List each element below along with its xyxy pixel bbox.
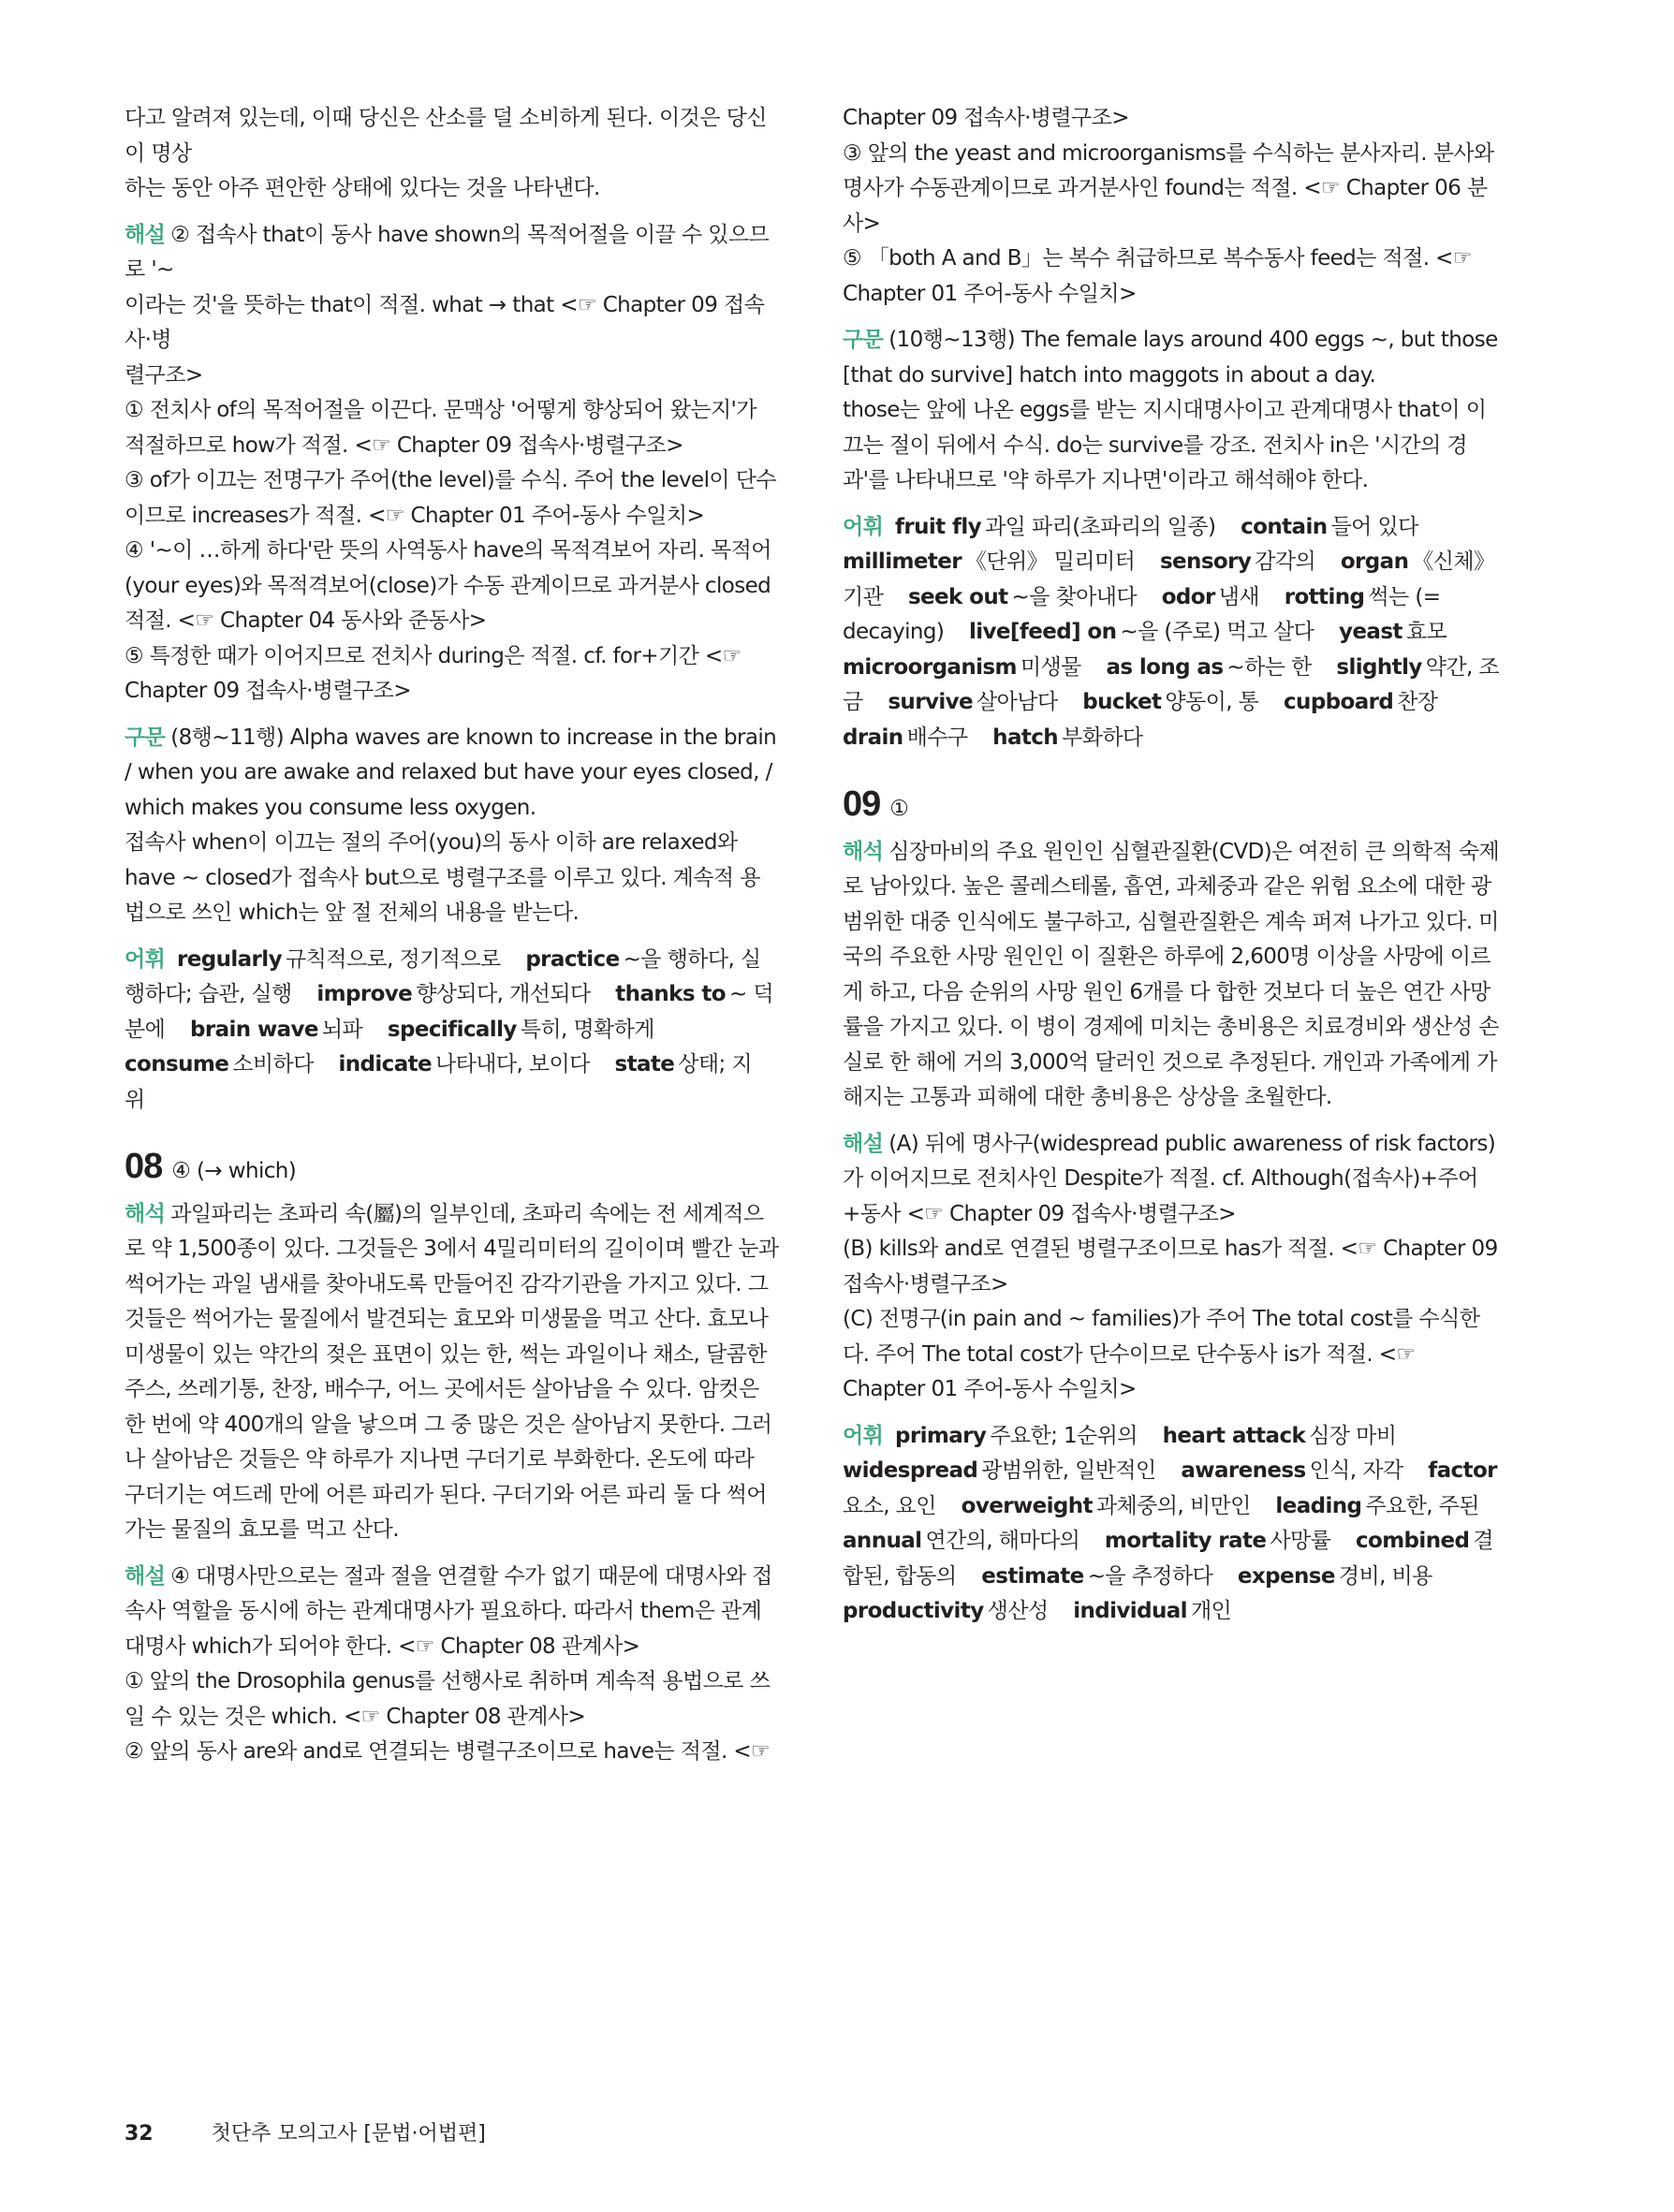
vocab-word: consume — [125, 1052, 229, 1077]
vocab-meaning: 과일 파리(초파리의 일종) — [985, 514, 1216, 539]
vocab-word: fruit fly — [894, 514, 982, 539]
page-number: 32 — [125, 2122, 154, 2146]
vocab-meaning: 주요한, 주된 — [1365, 1493, 1479, 1518]
vocab-word: leading — [1275, 1493, 1362, 1518]
vocab-word: overweight — [961, 1493, 1093, 1518]
right-column — [843, 101, 1503, 1641]
vocab-word: awareness — [1181, 1458, 1306, 1483]
vocab-word: expense — [1237, 1563, 1335, 1589]
vocab-meaning: 썩는 (= decaying) — [843, 584, 1441, 644]
explanation-item: (B) kills와 and로 연결된 병렬구조이므로 has가 적절. <☞ Chapter 09 접속사·병렬구조> — [843, 1237, 1498, 1296]
explanation-item: ③ of가 이끄는 전명구가 주어(the level)를 수식. 주어 the level이 단수이므로 increases가 적절. <☞ Chapter 01 주어-동사 수일치> — [125, 468, 776, 528]
vocab-word: combined — [1355, 1529, 1470, 1553]
explanation-item: ③ 앞의 the yeast and microorganisms를 수식하는 분사자리. 분사와 명사가 수동관계이므로 과거분사인 found는 적절. <☞ Chapter 06 분사> — [843, 140, 1494, 236]
vocab-word: brain wave — [189, 1017, 318, 1042]
vocab-word: primary — [894, 1423, 987, 1448]
explanation-08: 해설 ④ 대명사만으로는 절과 절을 연결할 수가 없기 때문에 대명사와 접속사 역할을 동시에 하는 관계대명사가 필요하다. 따라서 them은 관계대명사 which가 되어야 한다. <☞ Chapter 08 관계사> ① 앞의 the Drosophila genus를 선행사로 취하며 계속적 용법으로 쓰일 수 있는 것은 which. <☞ Chapter 08 관계사> ② 앞의 동사 are와 and로 연결되는 병렬구조이므로 have는 적절. <☞ — [125, 1560, 780, 1770]
vocab-meaning: 주요한; 1순위의 — [990, 1423, 1138, 1448]
vocab-word: individual — [1073, 1599, 1187, 1623]
syntax-08: 구문 (10행~13행) The female lays around 400 eggs ~, but those [that do survive] hatch into maggots in about a day. those는 앞에 나온 eggs를 받는 지시대명사이고 관계대명사 that이 이끄는 절이 뒤에서 수식. do는 survive를 강조. 전치사 in은 '시간의 경과'를 나타내므로 '약 하루가 지나면'이라고 해석해야 한다. — [843, 323, 1503, 499]
vocab-word: productivity — [843, 1599, 984, 1623]
vocab-meaning: 광범위한, 일반적인 — [981, 1458, 1156, 1483]
vocab-meaning: 효모 — [1405, 620, 1447, 644]
vocab-word: survive — [888, 690, 974, 714]
vocab-word: hatch — [992, 725, 1059, 750]
vocab-meaning: 들어 있다 — [1330, 514, 1418, 539]
explanation-item: ④ '~이 …하게 하다'란 뜻의 사역동사 have의 목적격보어 자리. 목적어(your eyes)와 목적격보어(close)가 수동 관계이므로 과거분사 closed 적절. <☞ Chapter 04 동사와 준동사> — [125, 538, 771, 633]
vocab-word: state — [614, 1052, 675, 1077]
vocab-meaning: 약간, 조금 — [843, 654, 1500, 714]
vocab-word: rotting — [1284, 584, 1365, 609]
vocab-word: organ — [1340, 549, 1409, 574]
vocab-word: sensory — [1159, 549, 1252, 574]
explanation-item: ⑤ 특정한 때가 이어지므로 전치사 during은 적절. cf. for+기간 <☞ Chapter 09 접속사·병렬구조> — [125, 643, 742, 703]
vocab-word: improve — [316, 982, 413, 1006]
vocab-meaning: 생산성 — [987, 1599, 1049, 1623]
explanation-item: ② 앞의 동사 are와 and로 연결되는 병렬구조이므로 have는 적절. <☞ — [125, 1739, 771, 1764]
question-number: 08 — [125, 1147, 163, 1186]
vocab-word: practice — [525, 946, 620, 972]
explanation-item: (C) 전명구(in pain and ~ families)가 주어 The total cost를 수식한다. 주어 The total cost가 단수이므로 단수동사 is가 적절. <☞ Chapter 01 주어-동사 수일치> — [843, 1307, 1480, 1401]
syntax-07: 구문 (8행~11행) Alpha waves are known to increase in the brain / when you are awake and relaxed but have your eyes closed, / which makes you consume less oxygen. 접속사 when이 이끄는 절의 주어(you)의 동사 이하 are relaxed와 have ~ closed가 접속사 but으로 병렬구조를 이루고 있다. 계속적 용법으로 쓰인 which는 앞 절 전체의 내용을 받는다. — [125, 721, 780, 931]
vocab-meaning: 요소, 요인 — [843, 1493, 936, 1518]
label-haeseol: 해설 — [843, 1131, 884, 1156]
vocab-word: slightly — [1336, 654, 1422, 680]
vocab-meaning: 뇌파 — [321, 1017, 363, 1042]
vocab-meaning: 연간의, 해마다의 — [925, 1529, 1080, 1553]
vocab-meaning: 《단위》 밀리미터 — [965, 549, 1136, 574]
vocab-09 — [843, 1419, 1503, 1630]
vocab-word: mortality rate — [1104, 1529, 1267, 1553]
label-eohwi: 어휘 — [843, 514, 884, 539]
vocab-word: seek out — [907, 584, 1008, 609]
vocab-meaning: 특히, 명확하게 — [520, 1017, 654, 1042]
vocab-word: heart attack — [1162, 1423, 1306, 1448]
vocab-word: regularly — [176, 946, 282, 972]
vocab-meaning: 상태; 지위 — [125, 1052, 753, 1112]
vocab-08 — [843, 510, 1503, 756]
vocab-meaning: ~을 찾아내다 — [1011, 584, 1138, 609]
explanation-item: ① 전치사 of의 목적어절을 이끈다. 문맥상 '어떻게 향상되어 왔는지'가 적절하므로 how가 적절. <☞ Chapter 09 접속사·병렬구조> — [125, 398, 756, 458]
explanation-item: ⑤ 「both A and B」는 복수 취급하므로 복수동사 feed는 적절. <☞ Chapter 01 주어-동사 수일치> — [843, 246, 1472, 306]
vocab-word: contain — [1241, 514, 1328, 539]
label-haeseol: 해설 — [125, 1563, 166, 1589]
vocab-word: cupboard — [1284, 690, 1394, 714]
question-answer: ① — [889, 797, 909, 821]
question-08-header — [125, 1147, 780, 1190]
vocab-word: millimeter — [843, 549, 962, 574]
vocab-word: bucket — [1082, 690, 1162, 714]
vocab-meaning: ~ 덕분에 — [125, 982, 773, 1042]
question-answer: ④ (→ which) — [171, 1159, 297, 1183]
label-gumun: 구문 — [843, 328, 884, 352]
vocab-meaning: 경비, 비용 — [1338, 1563, 1432, 1589]
syntax-explanation: 접속사 when이 이끄는 절의 주어(you)의 동사 이하 are relaxed와 have ~ closed가 접속사 but으로 병렬구조를 이루고 있다. 계속적 용법으로 쓰인 which는 앞 절 전체의 내용을 받는다. — [125, 830, 760, 925]
vocab-meaning: ~을 (주로) 먹고 살다 — [1120, 620, 1314, 644]
syntax-sentence: Alpha waves are known to increase in the brain / when you are awake and relaxed but have your eyes closed, / which makes you consume less oxygen. — [125, 725, 777, 820]
vocab-meaning: ~을 행하다, 실행하다; 습관, 실행 — [125, 946, 761, 1006]
vocab-meaning: 양동이, 통 — [1165, 690, 1259, 714]
page-footer — [125, 2117, 486, 2146]
question-number: 09 — [843, 784, 881, 824]
vocab-word: odor — [1161, 584, 1215, 609]
vocab-meaning: 나타내다, 보이다 — [435, 1052, 590, 1077]
vocab-word: drain — [843, 725, 903, 750]
explanation-09: 해설 (A) 뒤에 명사구(widespread public awareness of risk factors)가 이어지므로 전치사인 Despite가 적절. cf. Although(접속사)+주어+동사 <☞ Chapter 09 접속사·병렬구조> (B) kills와 and로 연결된 병렬구조이므로 has가 적절. <☞ Chapter 09 접속사·병렬구조> (C) 전명구(in pain and ~ families)가 주어 The total cost를 수식한다. 주어 The total cost가 단수이므로 단수동사 is가 적절. <☞ Chapter 01 주어-동사 수일치> — [843, 1127, 1503, 1408]
question-09-header — [843, 784, 1503, 828]
vocab-meaning: 부화하다 — [1062, 725, 1143, 750]
vocab-meaning: 규칙적으로, 정기적으로 — [285, 946, 501, 972]
explanation-08-continued: Chapter 09 접속사·병렬구조> ③ 앞의 the yeast and microorganisms를 수식하는 분사자리. 분사와 명사가 수동관계이므로 과거분사인 found는 적절. <☞ Chapter 06 분사> ⑤ 「both A and B」는 복수 취급하므로 복수동사 feed는 적절. <☞ Chapter 01 주어-동사 수일치> — [843, 101, 1503, 312]
label-haeseok: 해석 — [125, 1201, 166, 1226]
label-haeseok: 해석 — [843, 839, 884, 864]
vocab-meaning: 심장 마비 — [1309, 1423, 1397, 1448]
explanation-07: 해설 ② 접속사 that이 동사 have shown의 목적어절을 이끌 수 있으므로 '~ 이라는 것'을 뜻하는 that이 적절. what → that <☞ Chapter 09 접속사·병 렬구조> ① 전치사 of의 목적어절을 이끈다. 문맥상 '어떻게 향상되어 왔는지'가 적절하므로 how가 적절. <☞ Chapter 09 접속사·병렬구조> ③ of가 이끄는 전명구가 주어(the level)를 수식. 주어 the level이 단수이므로 increases가 적절. <☞ Chapter 01 주어-동사 수일치> ④ '~이 …하게 하다'란 뜻의 사역동사 have의 목적격보어 자리. 목적어(your eyes)와 목적격보어(close)가 수동 관계이므로 과거분사 closed 적절. <☞ Chapter 04 동사와 준동사> ⑤ 특정한 때가 이어지므로 전치사 during은 적절. cf. for+기간 <☞ Chapter 09 접속사·병렬구조> — [125, 218, 780, 710]
vocab-meaning: 《신체》 기관 — [843, 549, 1495, 609]
syntax-sentence: The female lays around 400 eggs ~, but those [that do survive] hatch into maggots in about a day. — [843, 328, 1498, 388]
vocab-07 — [125, 943, 780, 1119]
vocab-meaning: 인식, 자각 — [1309, 1458, 1403, 1483]
vocab-word: thanks to — [615, 982, 726, 1006]
label-eohwi: 어휘 — [843, 1423, 884, 1448]
left-column — [125, 101, 780, 1781]
label-gumun: 구문 — [125, 725, 166, 750]
vocab-word: estimate — [981, 1563, 1084, 1589]
vocab-meaning: 개인 — [1190, 1599, 1232, 1623]
explanation-item: ① 앞의 the Drosophila genus를 선행사로 취하며 계속적 용법으로 쓰일 수 있는 것은 which. <☞ Chapter 08 관계사> — [125, 1669, 771, 1729]
vocab-meaning: 살아남다 — [976, 690, 1058, 714]
vocab-word: live[feed] on — [968, 620, 1117, 644]
vocab-meaning: ~하는 한 — [1226, 654, 1312, 680]
vocab-meaning: 과체중의, 비만인 — [1095, 1493, 1251, 1518]
vocab-meaning: 향상되다, 개선되다 — [416, 982, 591, 1006]
translation-continued: 다고 알려져 있는데, 이때 당신은 산소를 덜 소비하게 된다. 이것은 당신이 명상 하는 동안 아주 편안한 상태에 있다는 것을 나타낸다. — [125, 106, 767, 200]
vocab-word: microorganism — [843, 654, 1017, 680]
vocab-meaning: 소비하다 — [232, 1052, 314, 1077]
vocab-meaning: 결합된, 합동의 — [843, 1529, 1493, 1589]
label-haeseol: 해설 — [125, 222, 166, 247]
vocab-word: indicate — [338, 1052, 433, 1077]
vocab-meaning: 찬장 — [1397, 690, 1438, 714]
vocab-meaning: 사망률 — [1270, 1529, 1331, 1553]
vocab-meaning: 배수구 — [906, 725, 968, 750]
vocab-word: widespread — [843, 1458, 978, 1483]
vocab-word: yeast — [1339, 620, 1402, 644]
vocab-meaning: 미생물 — [1020, 654, 1081, 680]
vocab-word: as long as — [1106, 654, 1224, 680]
vocab-word: specifically — [387, 1017, 517, 1042]
syntax-explanation: those는 앞에 나온 eggs를 받는 지시대명사이고 관계대명사 that이 이끄는 절이 뒤에서 수식. do는 survive를 강조. 전치사 in은 '시간의 경과'를 나타내므로 '약 하루가 지나면'이라고 해석해야 한다. — [843, 398, 1487, 492]
vocab-meaning: 냄새 — [1218, 584, 1259, 609]
label-eohwi: 어휘 — [125, 946, 166, 972]
vocab-word: factor — [1428, 1458, 1497, 1483]
vocab-meaning: 감각의 — [1255, 549, 1316, 574]
vocab-meaning: ~을 추정하다 — [1087, 1563, 1213, 1589]
vocab-word: annual — [843, 1529, 922, 1553]
translation-09: 해석 심장마비의 주요 원인인 심혈관질환(CVD)은 여전히 큰 의학적 숙제로 남아있다. 높은 콜레스테롤, 흡연, 과체중과 같은 위험 요소에 대한 광범위한 대중 인식에도 불구하고, 심혈관질환은 계속 퍼져 나가고 있다. 미국의 주요한 사망 원인인 이 질환은 하루에 2,600명 이상을 사망에 이르게 하고, 다음 순위의 사망 원인 6개를 다 합한 것보다 더 높은 연간 사망률을 가지고 있다. 이 병이 경제에 미치는 총비용은 치료경비와 생산성 손실로 한 해에 거의 3,000억 달러인 것으로 추정된다. 개인과 가족에게 가해지는 고통과 피해에 대한 총비용은 상상을 초월한다. — [843, 839, 1500, 1109]
book-title: 첫단추 모의고사 [문법·어법편] — [211, 2122, 486, 2146]
translation-08: 해석 과일파리는 초파리 속(屬)의 일부인데, 초파리 속에는 전 세계적으로 약 1,500종이 있다. 그것들은 3에서 4밀리미터의 길이이며 빨간 눈과 썩어가는 과일 냄새를 찾아내도록 만들어진 감각기관을 가지고 있다. 그것들은 썩어가는 물질에서 발견되는 효모와 미생물을 먹고 산다. 효모나 미생물이 있는 약간의 젖은 표면이 있는 한, 썩는 과일이나 채소, 달콤한 주스, 쓰레기통, 찬장, 배수구, 어느 곳에서든 살아남을 수 있다. 암컷은 한 번에 약 400개의 알을 낳으며 그 중 많은 것은 살아남지 못한다. 그러나 살아남은 것들은 약 하루가 지나면 구더기로 부화한다. 온도에 따라 구더기는 여드레 만에 어른 파리가 된다. 구더기와 어른 파리 둘 다 썩어가는 물질의 효모를 먹고 산다. — [125, 1201, 779, 1542]
